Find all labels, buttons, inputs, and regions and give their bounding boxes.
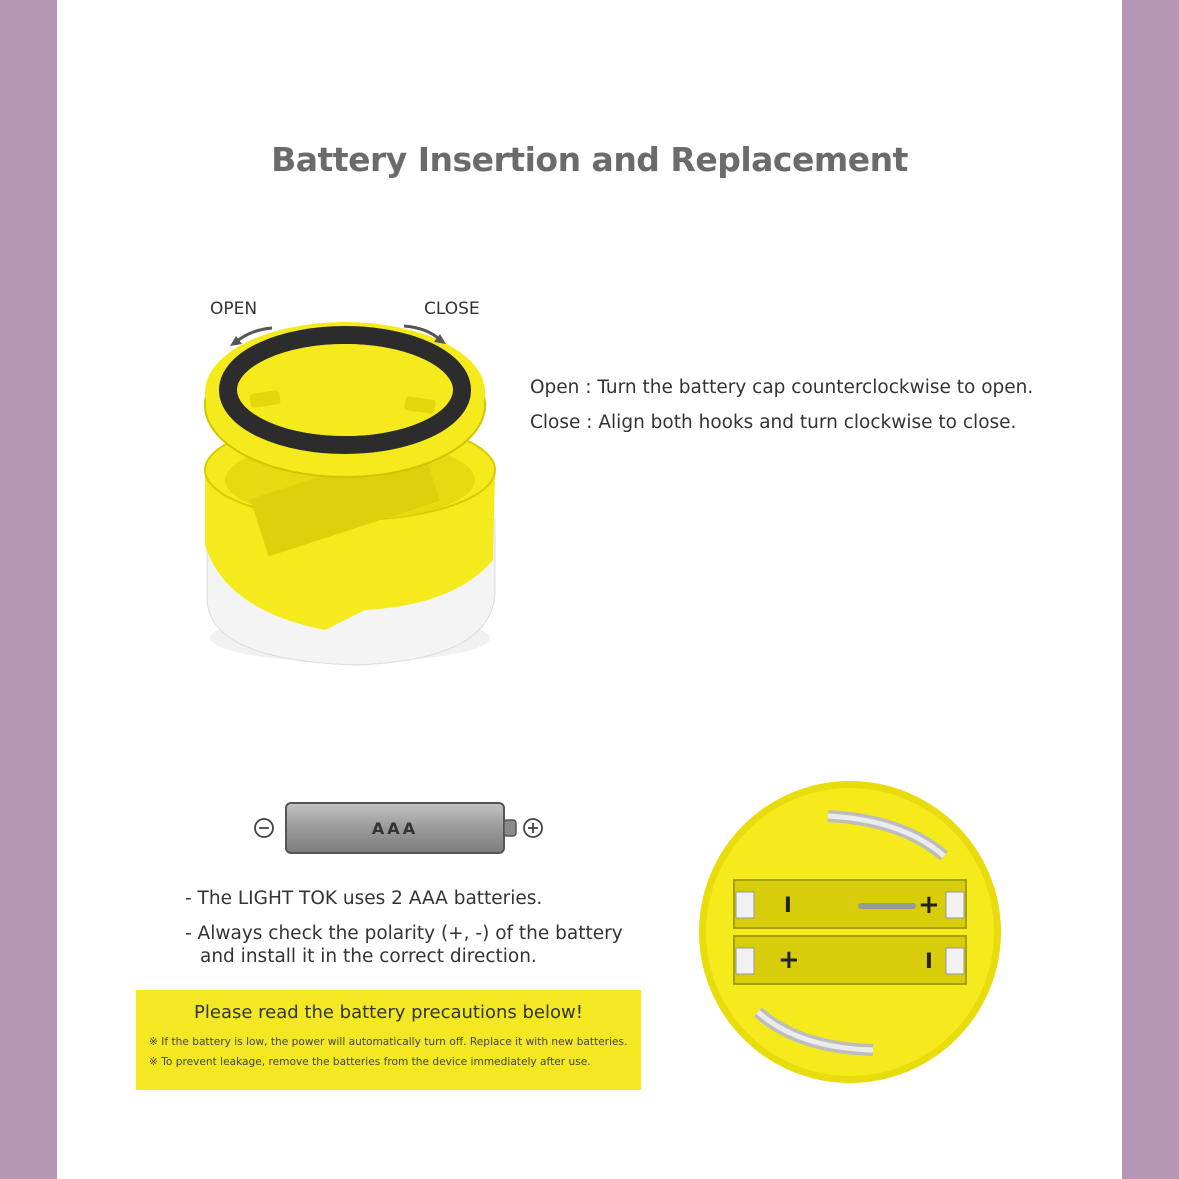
bullet-battery-count: - The LIGHT TOK uses 2 AAA batteries.	[185, 888, 543, 909]
instruction-open: Open : Turn the battery cap counterclockwise to open.	[530, 377, 1034, 398]
slot-top-plus: +	[918, 890, 940, 920]
cap-inner	[239, 344, 451, 436]
open-arrow-icon	[228, 322, 278, 348]
slot-bottom-plus: +	[778, 945, 800, 975]
slot-bottom-minus: I	[925, 949, 933, 973]
bullet-polarity-continued: and install it in the correct direction.	[200, 946, 537, 967]
compartment-floor	[706, 788, 994, 1076]
open-label: OPEN	[210, 299, 258, 319]
precautions-heading: Please read the battery precautions below!	[194, 1002, 583, 1023]
bullet-polarity: - Always check the polarity (+, -) of the battery	[185, 923, 623, 944]
instruction-close: Close : Align both hooks and turn clockwise to close.	[530, 412, 1017, 433]
spring-bar	[858, 903, 916, 909]
close-label: CLOSE	[424, 299, 480, 319]
close-arrow-icon	[400, 322, 450, 348]
precaution-note-1: ※ If the battery is low, the power will automatically turn off. Replace it with new batteries.	[149, 1036, 628, 1048]
battery-terminal	[504, 820, 516, 836]
compartment-top-view	[698, 780, 1002, 1084]
precaution-note-2: ※ To prevent leakage, remove the batteries from the device immediately after use.	[149, 1056, 591, 1068]
precautions-box	[136, 990, 641, 1090]
device-open-illustration	[195, 320, 495, 680]
slot-top-minus: I	[784, 893, 792, 917]
page-title: Battery Insertion and Replacement	[271, 140, 908, 179]
battery-label: AAA	[371, 819, 419, 838]
